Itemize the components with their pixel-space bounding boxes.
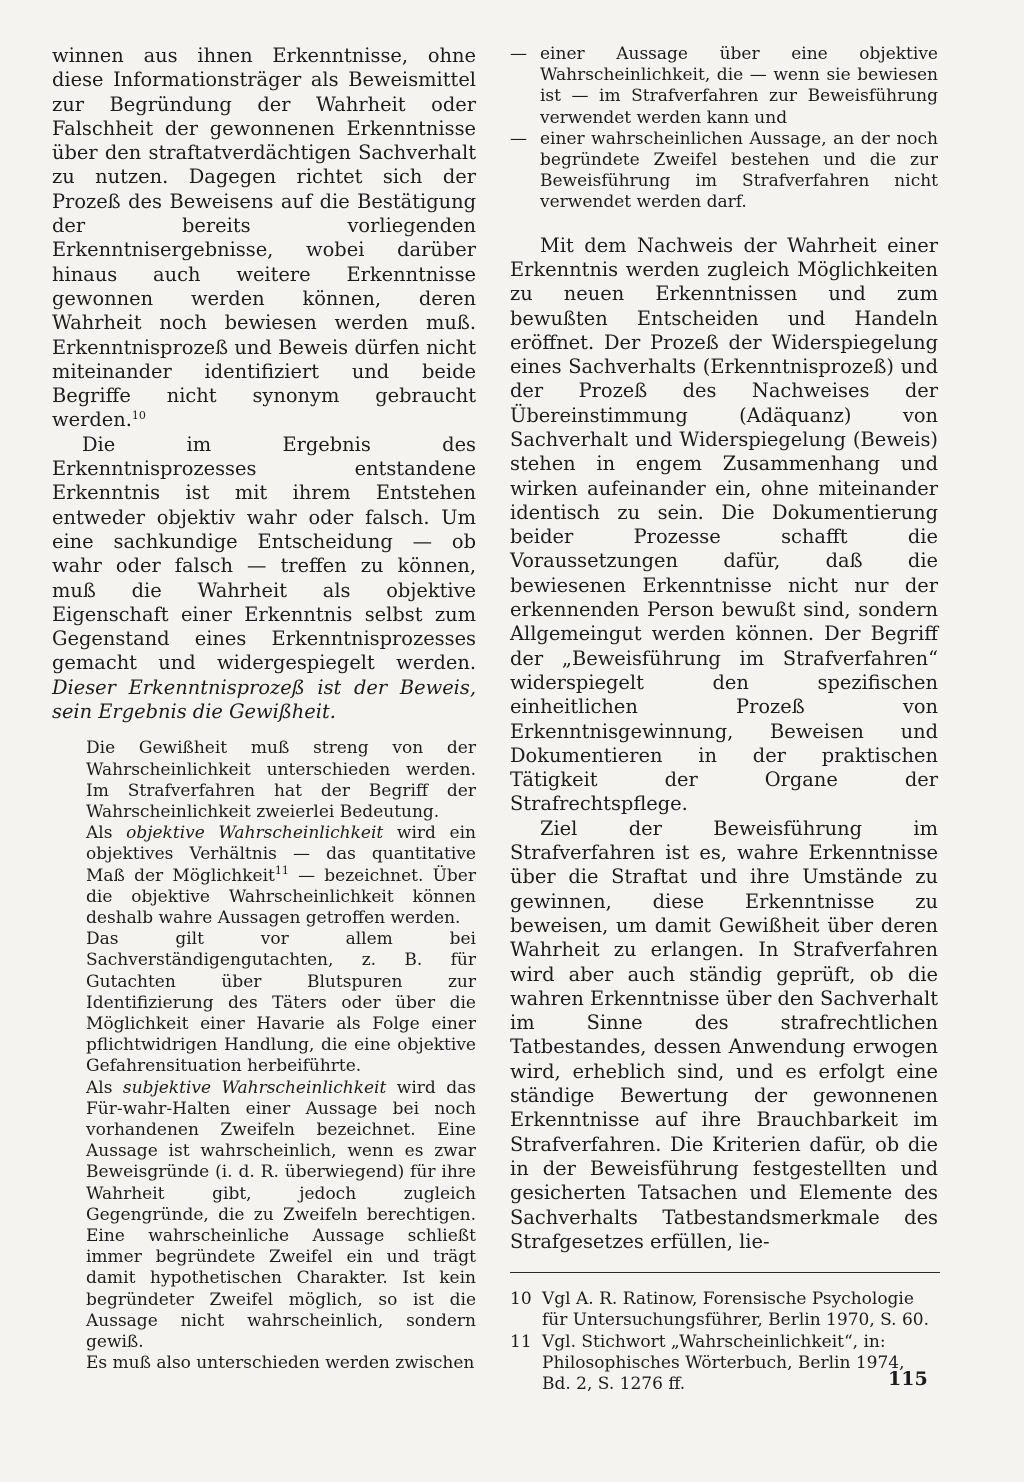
right-column xyxy=(510,44,938,1395)
emphasis-text: subjektive Wahrscheinlichkeit xyxy=(122,1077,387,1098)
footnote-divider xyxy=(510,1272,940,1273)
footnote-text: Vgl. Stichwort „Wahrscheinlichkeit“, in: Philosophisches Wörterbuch, Berlin 1974, Bd. 2, S. 1276 ff. xyxy=(542,1331,905,1394)
text-run: wird das Für-wahr-Halten einer Aussage bei noch vorhandenen Zweifeln bezeichnet. Eine Aussage ist wahrscheinlich, wenn es zwar Beweisgründe (i. d. R. überwiegend) für ihre Wahrheit gibt, jedoch zugleich Gegengründe, die zu Zweifeln berechtigen. Eine wahrscheinliche Aussage schließt immer begründete Zweifel ein und trägt damit hypothetischen Charakter. Ist kein begründeter Zweifel möglich, so ist die Aussage nicht wahrscheinlich, sondern gewiß. xyxy=(86,1077,476,1352)
small-print-block xyxy=(52,738,476,1374)
footnote-ref: 10 xyxy=(131,409,146,423)
dash-list xyxy=(510,44,938,214)
paragraph: Mit dem Nachweis der Wahrheit einer Erkenntnis werden zugleich Möglichkeiten zu neuen Erkenntnissen und zum bewußten Entscheiden und Handeln eröffnet. Der Prozeß der Widerspiegelung eines Sachverhalts (Erkenntnisprozeß) und der Prozeß des Nachweises der Übereinstimmung (Adäquanz) von Sachverhalt und Widerspiegelung (Beweis) stehen in engem Zusammenhang und wirken aufeinander ein, ohne miteinander identisch zu sein. Die Dokumentierung beider Prozesse schafft die Voraussetzungen dafür, daß die bewiesenen Erkenntnisse nicht nur der erkennenden Person bewußt sind, sondern Allgemeingut werden können. Der Begriff der „Beweisführung im Strafverfahren“ widerspiegelt den spezifischen einheitlichen Prozeß von Erkenntnisgewinnung, Beweisen und Dokumentieren in der praktischen Tätigkeit der Organe der Strafrechtspflege. xyxy=(510,233,938,816)
emphasis-text: objektive Wahrscheinlichkeit xyxy=(126,823,384,844)
small-paragraph xyxy=(86,1078,476,1354)
spacer xyxy=(510,214,938,234)
emphasis-text: Dieser Erkenntnisprozeß ist der Beweis, sein Ergebnis die Gewißheit. xyxy=(52,675,476,724)
list-item-text: einer Aussage über eine objektive Wahrscheinlichkeit, die — wenn sie bewiesen ist — im Strafverfahren zur Beweisführung verwendet werden kann und xyxy=(540,44,938,128)
list-item-text: einer wahrscheinlichen Aussage, an der noch begründete Zweifel bestehen und die zur Beweisführung im Strafverfahren nicht verwendet werden darf. xyxy=(540,128,938,213)
text-run: wird ein objektives Verhältnis — das quantitative Maß der Möglichkeit xyxy=(86,823,477,886)
paragraph xyxy=(52,44,476,433)
text-run: Als xyxy=(86,823,113,844)
dash-icon: — xyxy=(510,44,527,64)
small-paragraph: Das gilt vor allem bei Sachverständigengutachten, z. B. für Gutachten über Blutspuren zur Identifizierung des Täters oder über die Möglichkeit einer Havarie als Folge einer pflichtwidrigen Handlung, die eine objektive Gefahrensituation herbeiführte. xyxy=(86,929,476,1077)
page-number: 115 xyxy=(888,1368,928,1390)
list-item xyxy=(510,44,938,129)
footnote-ref: 11 xyxy=(274,863,289,877)
paragraph-text: winnen aus ihnen Erkenntnisse, ohne diese Informationsträger als Beweismittel zur Begründung der Wahrheit oder Falschheit der gewonnenen Erkenntnisse über den straftatverdächtigen Sachverhalt zu nutzen. Dagegen richtet sich der Prozeß des Beweisens auf die Bestätigung der bereits vorliegenden Erkenntnisergebnisse, wobei darüber hinaus auch weitere Erkenntnisse gewonnen werden können, deren Wahrheit noch bewiesen werden muß. Erkenntnisprozeß und Beweis dürfen nicht miteinander identifiziert und beide Begriffe nicht synonym gebraucht werden. xyxy=(52,44,476,432)
paragraph xyxy=(52,433,476,725)
footnote-text: Vgl A. R. Ratinow, Forensische Psychologie für Untersuchungsführer, Berlin 1970, S. 60. xyxy=(542,1289,930,1331)
small-paragraph xyxy=(86,823,476,929)
left-column xyxy=(52,44,476,1374)
dash-icon: — xyxy=(510,128,527,149)
small-paragraph: Es muß also unterschieden werden zwischen xyxy=(86,1353,475,1374)
list-item xyxy=(510,129,938,214)
paragraph: Ziel der Beweisführung im Strafverfahren ist es, wahre Erkenntnisse über die Straftat und ihre Umstände zu gewinnen, diese Erkenntnisse zu beweisen, um damit Gewißheit über deren Wahrheit zu erlangen. In Strafverfahren wird aber auch ständig geprüft, ob die wahren Erkenntnisse über den Sachverhalt im Sinne des strafrechtlichen Tatbestandes, dessen Anwendung erwogen wird, erheblich sind, und es erfolgt eine ständige Bewertung der gewonnenen Erkenntnisse auf ihre Brauchbarkeit im Strafverfahren. Die Kriterien dafür, ob die in der Beweisführung festgestellten und gesicherten Tatsachen und Elemente des Sachverhalts Tatbestandsmerkmale des Strafgesetzes erfüllen, lie- xyxy=(510,816,938,1253)
footnote xyxy=(510,1332,938,1396)
footnote-number: 10 xyxy=(510,1289,532,1310)
text-run: — bezeichnet. Über die objektive Wahrscheinlichkeit können deshalb wahre Aussagen getroffen werden. xyxy=(86,865,476,928)
paragraph-text: Die im Ergebnis des Erkenntnisprozesses entstandene Erkenntnis ist mit ihrem Entstehen entweder objektiv wahr oder falsch. Um eine sachkundige Entscheidung — ob wahr oder falsch — treffen zu können, muß die Wahrheit als objektive Eigenschaft einer Erkenntnis selbst zum Gegenstand eines Erkenntnisprozesses gemacht und widergespiegelt werden. xyxy=(52,432,476,675)
small-paragraph: Die Gewißheit muß streng von der Wahrscheinlichkeit unterschieden werden. Im Strafverfahren hat der Begriff der Wahrscheinlichkeit zweierlei Bedeutung. xyxy=(86,738,476,822)
footnote-number: 11 xyxy=(510,1331,532,1352)
text-run: Als xyxy=(86,1077,113,1098)
footnote xyxy=(510,1289,938,1331)
